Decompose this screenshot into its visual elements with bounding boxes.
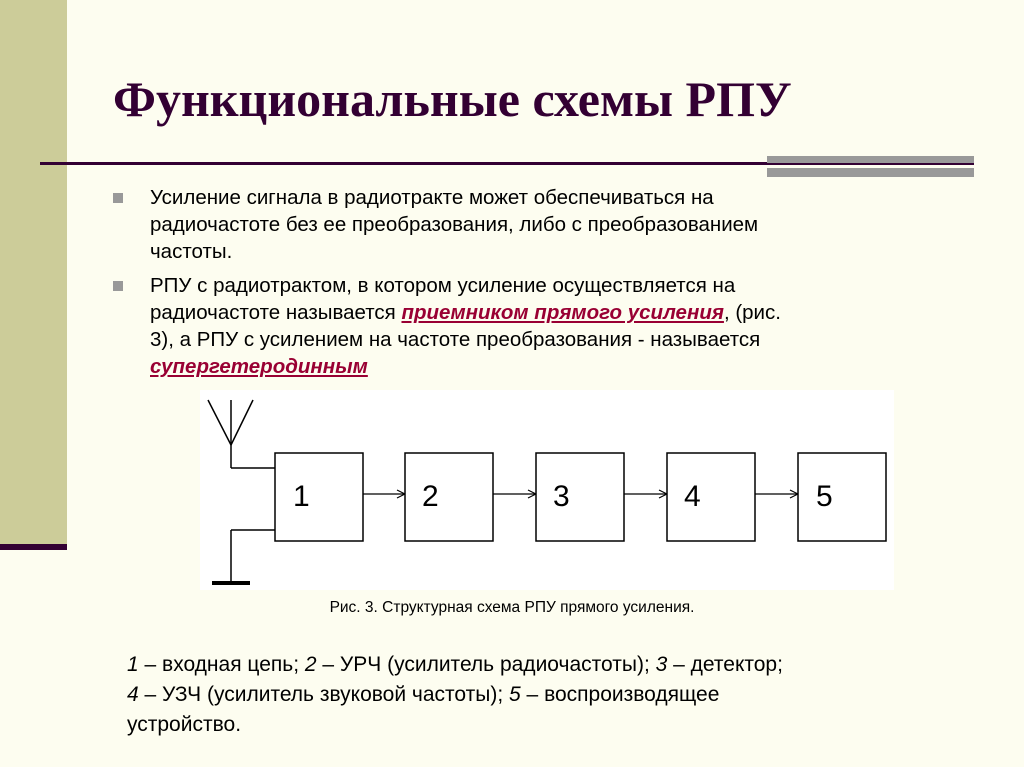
title-accent-bar-bottom [767,168,974,177]
block-2 [405,453,493,541]
direct-amplification-receiver-link[interactable]: приемником прямого усиления [401,301,724,324]
legend-number: 2 [304,653,317,676]
bullet-text-line: радиочастоте без ее преобразования, либо с преобразованием [150,213,759,236]
bullet-text: , (рис. [723,301,781,324]
block-3 [536,453,624,541]
legend-line [127,680,987,710]
legend-line: устройство. [127,713,242,736]
title-accent-bar-top [767,156,974,163]
legend-text: – детектор; [667,653,783,676]
bullet-list [110,184,950,387]
block-diagram-svg [200,390,894,590]
diagram-legend [127,650,987,740]
bullet-text-line: 3), а РПУ с усилением на частоте преобразования - называется [150,328,761,351]
legend-text: – УЗЧ (усилитель звуковой частоты); [138,683,510,706]
bullet-square-icon [113,193,123,203]
bullet-item [110,272,950,380]
bullet-text-line [150,299,950,326]
ground-icon [212,530,275,583]
left-decor-line [0,544,67,550]
legend-text: – входная цепь; [138,653,305,676]
block-label: 4 [684,480,701,513]
legend-text: – воспроизводящее [520,683,720,706]
bullet-text: радиочастоте называется [150,301,402,324]
block-5 [798,453,886,541]
slide-title: Функциональные схемы РПУ [113,71,792,127]
block-diagram [200,390,894,590]
bullet-square-icon [113,281,123,291]
block-1 [275,453,363,541]
legend-line [127,650,987,680]
block-label: 1 [293,480,310,513]
block-label: 3 [553,480,570,513]
legend-number: 5 [509,683,521,706]
block-4 [667,453,755,541]
left-decor-band [0,0,67,549]
legend-number: 3 [655,653,668,676]
block-label: 2 [422,480,439,513]
bullet-text-line: частоты. [150,240,233,263]
figure-caption: Рис. 3. Структурная схема РПУ прямого усиления. [329,599,695,616]
legend-number: 1 [127,653,139,676]
bullet-text-line: РПУ с радиотрактом, в котором усиление осуществляется на [150,274,736,297]
bullet-item [110,184,950,265]
superheterodyne-link[interactable]: супергетеродинным [150,355,368,378]
bullet-text-line [150,353,950,380]
antenna-icon [208,400,275,468]
bullet-text-line: Усиление сигнала в радиотракте может обеспечиваться на [150,186,714,209]
legend-number: 4 [127,683,139,706]
block-label: 5 [816,480,833,513]
legend-text: – УРЧ (усилитель радиочастоты); [316,653,656,676]
